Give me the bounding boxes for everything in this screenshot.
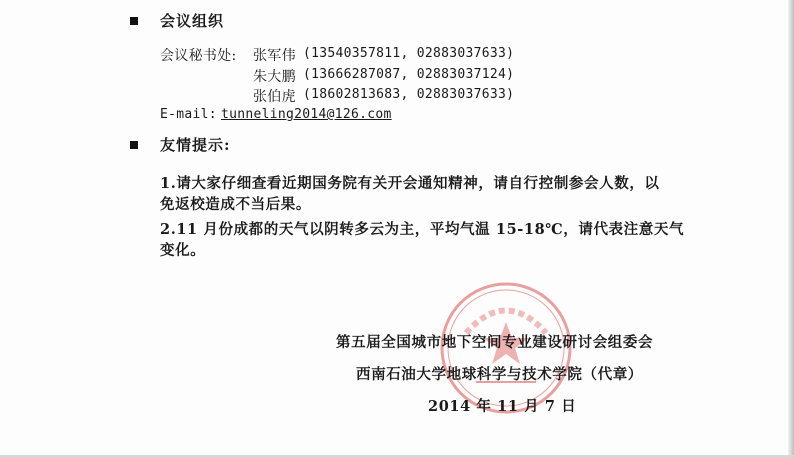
signature-date: 2014 年 11 月 7 日 (428, 398, 577, 415)
secretariat-label: 会议秘书处: (160, 48, 237, 64)
tips-heading: 友情提示: (160, 136, 231, 154)
page-edge-shadow (788, 0, 794, 458)
contact-name: 朱大鹏 (253, 69, 296, 85)
contact-name: 张军伟 (253, 48, 296, 64)
email-link[interactable]: tunneling2014@126.com (221, 107, 392, 122)
tip-item-line: 2.11 月份成都的天气以阴转多云为主，平均气温 15-18℃，请代表注意天气 (160, 221, 685, 238)
contact-phones: (18602813683, 02883037633) (303, 87, 515, 102)
signature-institution: 西南石油大学地球科学与技术学院（代章） (356, 366, 643, 383)
email-label: E-mail: (160, 107, 217, 122)
contact-phones: (13666287087, 02883037124) (303, 67, 515, 82)
tip-item-line: 1.请大家仔细查看近期国务院有关开会通知精神，请自行控制参会人数，以 (160, 175, 660, 192)
contact-phones: (13540357811, 02883037633) (303, 46, 515, 61)
signature-committee: 第五届全国城市地下空间专业建设研讨会组委会 (336, 334, 654, 351)
tip-item-line: 变化。 (160, 242, 206, 259)
section-bullet-organization (130, 17, 138, 25)
tip-item-line: 免返校造成不当后果。 (160, 196, 311, 213)
contact-name: 张伯虎 (253, 89, 296, 105)
organization-heading: 会议组织 (160, 12, 225, 30)
section-bullet-tips (130, 141, 138, 149)
